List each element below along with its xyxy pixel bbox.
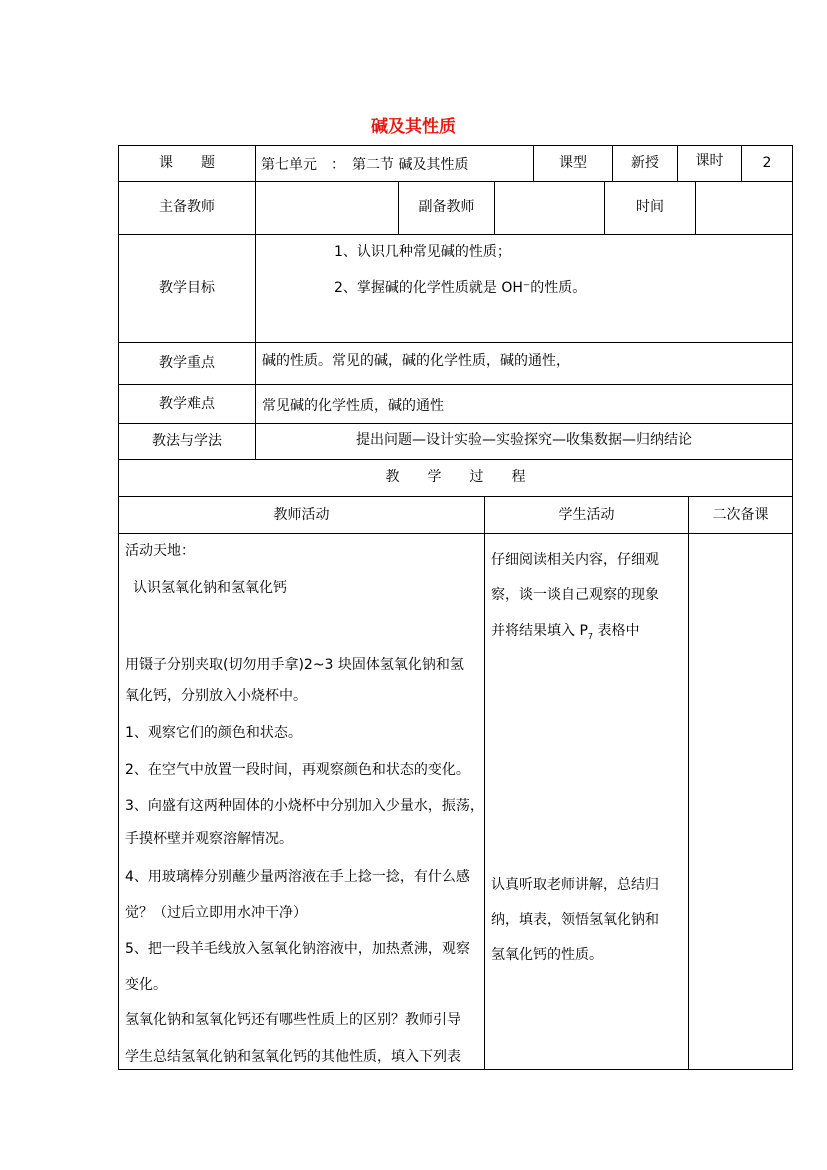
goal-item: 2、掌握碱的化学性质就是 OH⁻的性质。 — [334, 280, 587, 296]
deputy-teacher-label: 副备教师 — [418, 199, 475, 215]
teacher-line: 学生总结氢氧化钠和氢氧化钙的其他性质，填入下列表 — [125, 1049, 461, 1065]
teacher-line: 氢氧化钠和氢氧化钙还有哪些性质上的区别？教师引导 — [125, 1012, 461, 1028]
topic-label: 课 题 — [159, 155, 215, 171]
teacher-line: 1、观察它们的颜色和状态。 — [125, 725, 302, 741]
process-heading: 教 学 过 程 — [385, 469, 526, 485]
hours-label: 课时 — [695, 153, 724, 169]
teacher-line: 3、向盛有这两种固体的小烧杯中分别加入少量水，振荡， — [125, 798, 484, 814]
teacher-line: 变化。 — [125, 977, 167, 993]
topic-value: 第七单元 ： 第二节 碱及其性质 — [261, 157, 469, 173]
teacher-line: 活动天地： — [125, 543, 195, 559]
key-points-value: 碱的性质。常见的碱，碱的化学性质，碱的通性， — [262, 353, 570, 369]
teacher-line: 觉？（过后立即用水冲干净） — [125, 905, 307, 921]
goals-label: 教学目标 — [159, 280, 215, 296]
hours-value: 2 — [762, 155, 772, 171]
time-label: 时间 — [636, 199, 664, 215]
difficulties-value: 常见碱的化学性质，碱的通性 — [262, 398, 444, 414]
col-student-activity: 学生活动 — [558, 507, 615, 523]
student-line: 并将结果填入 $P_7$ 表格中 — [491, 623, 640, 641]
key-points-label: 教学重点 — [159, 355, 215, 371]
page-title: 碱及其性质 — [371, 117, 456, 137]
student-line: 察，谈一谈自己观察的现象 — [491, 587, 659, 603]
difficulties-label: 教学难点 — [159, 396, 215, 412]
teacher-line: 5、把一段羊毛线放入氢氧化钠溶液中，加热煮沸，观察 — [125, 941, 470, 957]
main-teacher-label: 主备教师 — [159, 199, 215, 215]
teacher-line: 4、用玻璃棒分别蘸少量两溶液在手上捻一捻，有什么感 — [125, 869, 470, 885]
methods-value: 提出问题—设计实验—实验探究—收集数据—归纳结论 — [356, 432, 692, 448]
teacher-line: 2、在空气中放置一段时间，再观察颜色和状态的变化。 — [125, 762, 470, 778]
col-second-prep: 二次备课 — [712, 507, 769, 523]
teacher-line: 用镊子分别夹取(切勿用手拿)2~3 块固体氢氧化钠和氢 — [125, 657, 464, 673]
teacher-line: 氧化钙，分别放入小烧杯中。 — [125, 688, 307, 704]
student-line: 认真听取老师讲解，总结归 — [491, 877, 659, 893]
type-label: 课型 — [559, 155, 587, 171]
teacher-line: 认识氢氧化钠和氢氧化钙 — [133, 580, 287, 596]
methods-label: 教法与学法 — [152, 433, 222, 449]
goal-item: 1、认识几种常见碱的性质； — [334, 244, 511, 260]
col-teacher-activity: 教师活动 — [273, 507, 330, 523]
student-line: 氢氧化钙的性质。 — [491, 947, 603, 963]
student-line: 仔细阅读相关内容，仔细观 — [491, 552, 659, 568]
student-line: 纳，填表，领悟氢氧化钠和 — [491, 912, 659, 928]
teacher-line: 手摸杯壁并观察溶解情况。 — [125, 831, 293, 847]
type-value: 新授 — [631, 155, 659, 171]
